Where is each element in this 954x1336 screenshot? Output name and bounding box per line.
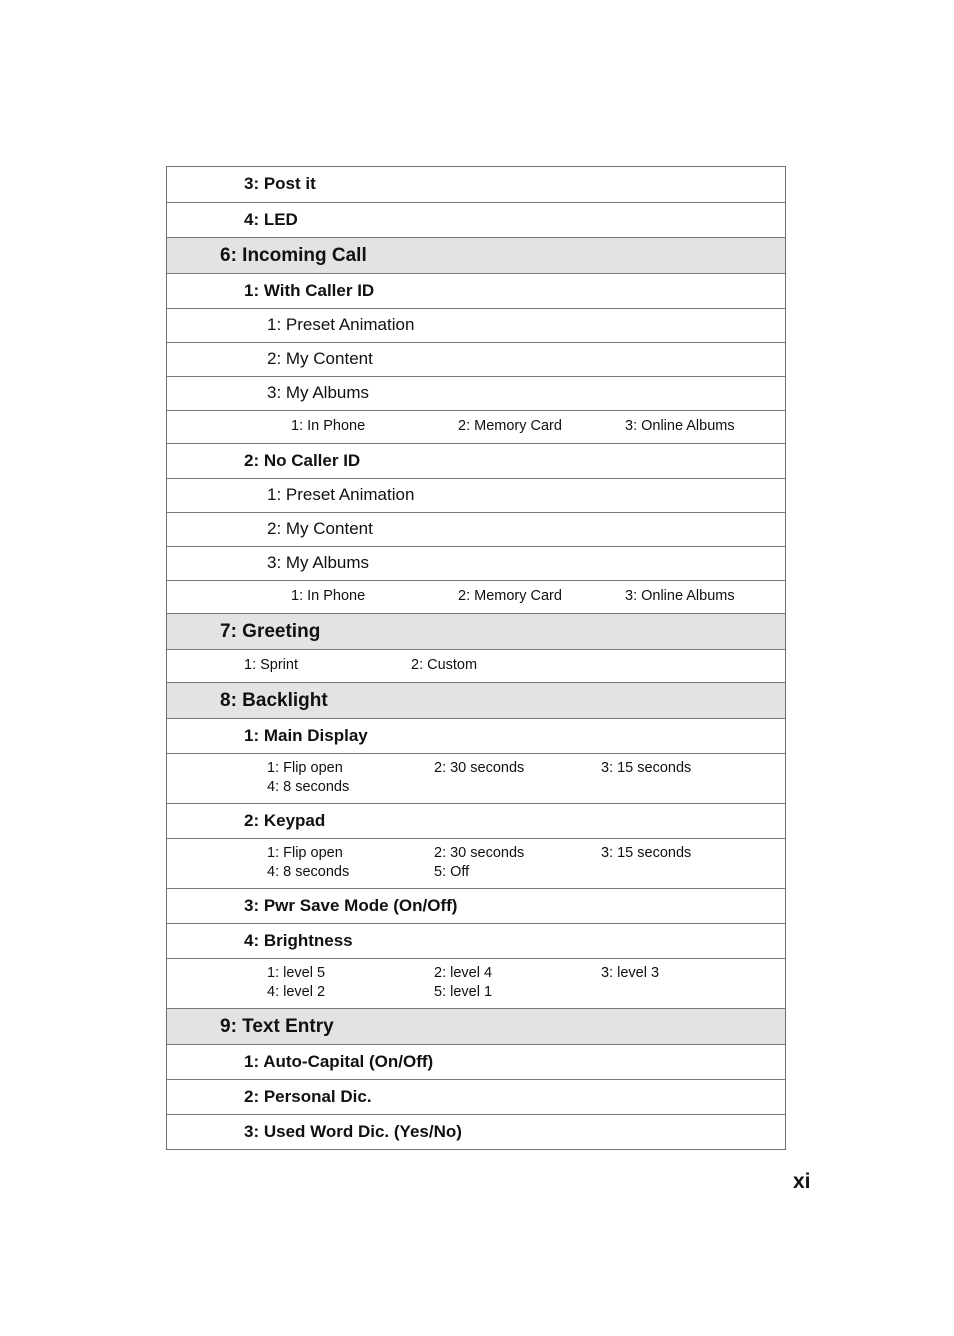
menu-item-label: 6: Incoming Call [220, 245, 367, 266]
menu-item-label: 3: My Albums [267, 383, 370, 402]
options-row [167, 649, 785, 682]
menu-item-label: 2: My Content [267, 519, 373, 538]
menu-item-row [167, 512, 785, 546]
option-label: 2: Custom [411, 657, 478, 673]
option-label: 3: level 3 [601, 965, 660, 981]
option-label: 4: 8 seconds [267, 779, 350, 795]
option-label: 2: Memory Card [458, 418, 562, 434]
menu-item-label: 2: Personal Dic. [244, 1087, 372, 1106]
menu-item-label: 7: Greeting [220, 621, 321, 642]
menu-item-label: 3: Used Word Dic. (Yes/No) [244, 1122, 462, 1141]
menu-item-row [167, 478, 785, 512]
menu-table [166, 166, 786, 1150]
option-label: 4: level 2 [267, 984, 326, 1000]
submenu-row [167, 923, 785, 958]
option-label: 1: Flip open [267, 845, 343, 861]
option-label: 1: Flip open [267, 760, 343, 776]
menu-item-label: 1: Preset Animation [267, 485, 415, 504]
option-label: 3: 15 seconds [601, 760, 692, 776]
menu-item-label: 2: Keypad [244, 811, 326, 830]
menu-item-row [167, 376, 785, 410]
option-label: 1: In Phone [291, 418, 366, 434]
option-label: 3: Online Albums [625, 588, 735, 604]
page-number: xi [793, 1170, 811, 1193]
options-row [167, 838, 785, 888]
menu-item-label: 4: LED [244, 210, 298, 229]
option-label: 1: In Phone [291, 588, 366, 604]
submenu-row [167, 273, 785, 308]
submenu-row [167, 1044, 785, 1079]
option-label: 1: level 5 [267, 965, 326, 981]
menu-item-label: 2: No Caller ID [244, 451, 361, 470]
option-label: 3: Online Albums [625, 418, 735, 434]
menu-item-row [167, 308, 785, 342]
submenu-row [167, 718, 785, 753]
menu-item-row [167, 342, 785, 376]
menu-item-label: 9: Text Entry [220, 1016, 334, 1037]
menu-item-label: 3: My Albums [267, 553, 370, 572]
menu-item-label: 1: Auto-Capital (On/Off) [244, 1052, 434, 1071]
submenu-row [167, 202, 785, 237]
option-label: 2: 30 seconds [434, 845, 525, 861]
submenu-row [167, 888, 785, 923]
option-label: 2: 30 seconds [434, 760, 525, 776]
menu-item-label: 3: Pwr Save Mode (On/Off) [244, 896, 458, 915]
menu-item-label: 2: My Content [267, 349, 373, 368]
submenu-row [167, 443, 785, 478]
option-label: 3: 15 seconds [601, 845, 692, 861]
options-row [167, 580, 785, 613]
options-row [167, 410, 785, 443]
submenu-row [167, 167, 785, 202]
submenu-row [167, 1114, 785, 1149]
submenu-row [167, 1079, 785, 1114]
submenu-row [167, 803, 785, 838]
section-row [167, 682, 785, 718]
menu-item-label: 3: Post it [244, 174, 316, 193]
menu-item-label: 1: Main Display [244, 726, 368, 745]
options-row [167, 753, 785, 803]
options-row [167, 958, 785, 1008]
section-row [167, 237, 785, 273]
section-row [167, 613, 785, 649]
option-label: 5: level 1 [434, 984, 493, 1000]
menu-item-label: 4: Brightness [244, 931, 353, 950]
option-label: 4: 8 seconds [267, 864, 350, 880]
option-label: 5: Off [434, 864, 470, 880]
menu-item-label: 1: Preset Animation [267, 315, 415, 334]
option-label: 2: level 4 [434, 965, 493, 981]
menu-item-row [167, 546, 785, 580]
option-label: 1: Sprint [244, 657, 298, 673]
section-row [167, 1008, 785, 1044]
option-label: 2: Memory Card [458, 588, 562, 604]
menu-item-label: 8: Backlight [220, 690, 328, 711]
menu-item-label: 1: With Caller ID [244, 281, 375, 300]
